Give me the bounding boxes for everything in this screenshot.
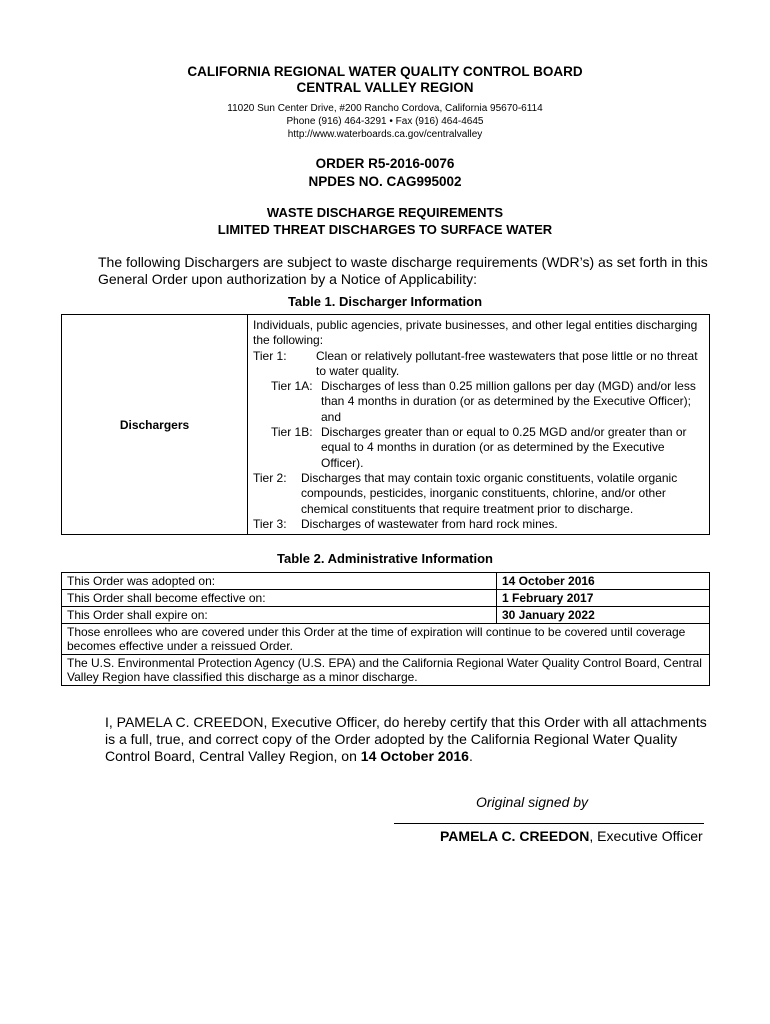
original-signed-note: Original signed by	[476, 794, 589, 810]
requirements-line-1: WASTE DISCHARGE REQUIREMENTS	[266, 205, 504, 220]
certification-paragraph	[105, 714, 715, 765]
table-row	[62, 655, 710, 686]
effective-value: 1 February 2017	[497, 590, 710, 607]
certification-end: .	[468, 748, 473, 764]
website-link: http://www.waterboards.ca.gov/centralvalley	[287, 129, 483, 140]
tier-1b	[253, 425, 703, 471]
signature-line	[394, 823, 704, 824]
tier-3	[253, 517, 703, 532]
signatory-name: PAMELA C. CREEDON	[440, 828, 590, 844]
certification-date: 14 October 2016	[360, 748, 469, 764]
certification-text: I, PAMELA C. CREEDON, Executive Officer, do hereby certify that this Order with all attachments is a full, true, and correct copy of the Order adopted by the California Regional Water Quality Control Board, Central Valley Region, on	[105, 714, 707, 764]
board-name: CALIFORNIA REGIONAL WATER QUALITY CONTROL BOARD	[187, 64, 583, 79]
tier-2-label: Tier 2:	[253, 470, 287, 485]
requirements-line-2: LIMITED THREAT DISCHARGES TO SURFACE WATER	[217, 222, 553, 237]
adopted-label: This Order was adopted on:	[62, 573, 497, 590]
dischargers-label: Dischargers	[62, 315, 248, 535]
table-row	[62, 315, 710, 535]
table1-caption: Table 1. Discharger Information	[287, 294, 483, 309]
classification-note: The U.S. Environmental Protection Agency (U.S. EPA) and the California Regional Water Quality Control Board, Central Valley Region have classified this discharge as a minor discharge.	[62, 655, 710, 686]
tier-3-text: Discharges of wastewater from hard rock mines.	[301, 516, 558, 531]
tier-2	[253, 471, 703, 517]
discharger-table	[61, 314, 710, 535]
phone-fax: Phone (916) 464-3291 • Fax (916) 464-4645	[286, 116, 484, 127]
table2-caption: Table 2. Administrative Information	[277, 551, 493, 566]
table-row	[62, 590, 710, 607]
order-heading	[0, 155, 770, 191]
tier-1-label: Tier 1:	[253, 348, 287, 363]
region-name: CENTRAL VALLEY REGION	[296, 80, 474, 95]
signatory	[440, 828, 703, 844]
signatory-title: , Executive Officer	[589, 828, 703, 844]
effective-label: This Order shall become effective on:	[62, 590, 497, 607]
requirements-heading	[0, 204, 770, 238]
tier-1	[253, 349, 703, 380]
table-row	[62, 624, 710, 655]
tier-1b-label: Tier 1B:	[271, 425, 313, 440]
tier-1b-text: Discharges greater than or equal to 0.25 MGD and/or greater than or equal to 4 months in duration (or as determined by the Executive Officer).	[321, 425, 687, 470]
tier-2-text: Discharges that may contain toxic organic constituents, volatile organic compounds, pesticides, inorganic constituents, chlorine, and/or other chemical constituents that require treatment prior to discharge.	[301, 470, 678, 516]
address: 11020 Sun Center Drive, #200 Rancho Cordova, California 95670-6114	[227, 103, 543, 114]
contact-block	[0, 102, 770, 141]
expire-label: This Order shall expire on:	[62, 607, 497, 624]
table-row	[62, 573, 710, 590]
tier-1a-label: Tier 1A:	[271, 379, 313, 394]
board-heading	[0, 64, 770, 96]
order-number: ORDER R5-2016-0076	[315, 156, 455, 171]
tier-1a-text: Discharges of less than 0.25 million gallons per day (MGD) and/or less than 4 months in duration (or as determined by the Executive Officer); and	[321, 379, 696, 424]
table-row	[62, 607, 710, 624]
expire-value: 30 January 2022	[497, 607, 710, 624]
adopted-value: 14 October 2016	[497, 573, 710, 590]
tier-1-text: Clean or relatively pollutant-free wastewaters that pose little or no threat to water quality.	[316, 348, 698, 378]
tier-1a	[253, 379, 703, 425]
dischargers-description	[248, 315, 710, 535]
enrollees-note: Those enrollees who are covered under this Order at the time of expiration will continue to be covered until coverage becomes effective under a reissued Order.	[62, 624, 710, 655]
dischargers-lead: Individuals, public agencies, private businesses, and other legal entities discharging the following:	[253, 318, 698, 348]
administrative-table	[61, 572, 710, 686]
intro-paragraph: The following Dischargers are subject to waste discharge requirements (WDR’s) as set forth in this General Order upon authorization by a Notice of Applicability:	[98, 254, 708, 287]
npdes-number: NPDES NO. CAG995002	[308, 174, 462, 189]
tier-3-label: Tier 3:	[253, 516, 287, 531]
